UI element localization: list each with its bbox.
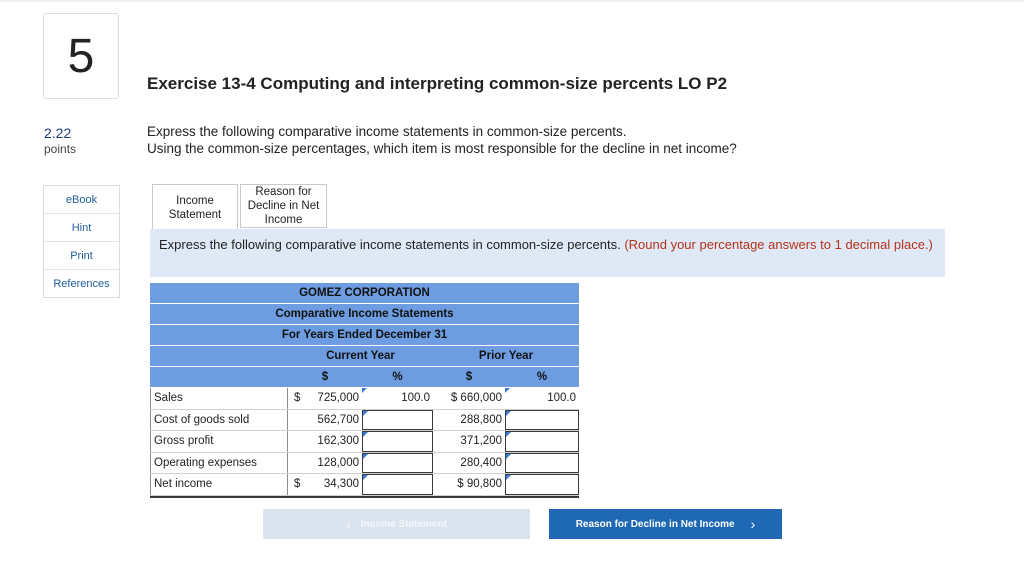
top-divider: [0, 0, 1024, 2]
prompt-line-2: Using the common-size percentages, which item is most responsible for the decline in net income?: [147, 141, 737, 156]
input-marker-icon: [363, 432, 368, 437]
current-percent-input[interactable]: [362, 474, 433, 495]
current-percent-cell: [362, 388, 433, 409]
row-label: Net income: [150, 474, 288, 495]
input-marker-icon: [362, 388, 367, 393]
current-percent-input[interactable]: [362, 410, 433, 431]
tab-reason-for-decline[interactable]: [240, 184, 327, 228]
row-label: Sales: [150, 388, 288, 409]
prior-amount: 280,400: [460, 456, 502, 469]
sidebar-item-references[interactable]: References: [53, 277, 110, 290]
dollar-sign: $: [294, 478, 301, 491]
resource-sidebar: [43, 185, 120, 298]
current-percent-input[interactable]: [362, 431, 433, 452]
prior-percent-header: %: [536, 371, 548, 383]
rounding-note: (Round your percentage answers to 1 decimal place.): [624, 237, 933, 252]
table-bottom-rule: [150, 496, 579, 498]
current-amount: [288, 474, 362, 495]
prior-amount: 288,800: [460, 413, 502, 426]
row-label: Gross profit: [150, 431, 288, 452]
tab-label-line: Income: [176, 194, 214, 207]
current-percent-header: %: [392, 371, 403, 383]
next-tab-button[interactable]: [549, 509, 782, 539]
amount-value: 725,000: [317, 392, 359, 405]
blank-header: [150, 367, 288, 387]
table-year-header: [150, 346, 579, 367]
table-period: For Years Ended December 31: [150, 325, 579, 346]
table-row-cost-of-goods-sold: [150, 410, 579, 432]
prior-amount: $ 660,000: [450, 392, 502, 405]
table-row-gross-profit: [150, 431, 579, 453]
current-year-header: Current Year: [326, 350, 395, 362]
sidebar-item-print[interactable]: Print: [44, 242, 119, 270]
prior-dollar-header: $: [465, 371, 473, 383]
prior-percent-cell: [505, 388, 579, 409]
input-marker-icon: [506, 432, 511, 437]
prior-percent-input[interactable]: [505, 410, 579, 431]
exercise-title: Exercise 13-4 Computing and interpreting common-size percents LO P2: [147, 74, 728, 93]
points-label: points: [44, 142, 77, 156]
table-unit-header: [150, 367, 579, 388]
prior-amount: 371,200: [460, 435, 502, 448]
current-amount: [288, 431, 362, 452]
chevron-right-icon: ›: [750, 516, 756, 532]
points-info: [44, 125, 76, 157]
tab-label-line: Reason for: [255, 186, 312, 198]
row-label: Operating expenses: [150, 453, 288, 474]
points-value: 2.22: [44, 125, 72, 141]
prior-percent-input[interactable]: [505, 453, 579, 474]
prev-tab-button[interactable]: [263, 509, 530, 539]
input-marker-icon: [506, 411, 511, 416]
current-percent-input[interactable]: [362, 453, 433, 474]
percent-value: 100.0: [401, 392, 430, 405]
amount-value: 128,000: [317, 456, 359, 469]
current-amount: [288, 453, 362, 474]
tab-label-line: Decline in Net: [247, 200, 320, 212]
prior-percent-input[interactable]: [505, 474, 579, 495]
current-amount: [288, 410, 362, 431]
chevron-left-icon: ‹: [346, 516, 351, 532]
amount-value: 34,300: [323, 478, 359, 491]
row-label: Cost of goods sold: [150, 410, 288, 431]
input-marker-icon: [363, 454, 368, 459]
prior-year-header: Prior Year: [478, 350, 534, 362]
sidebar-item-ebook[interactable]: eBook: [44, 186, 119, 214]
input-marker-icon: [363, 475, 368, 480]
table-row-net-income: [150, 474, 579, 496]
table-company: GOMEZ CORPORATION: [150, 283, 579, 304]
prior-amount: $ 90,800: [457, 478, 502, 491]
percent-value: 100.0: [547, 392, 576, 405]
amount-value: 162,300: [317, 435, 359, 448]
input-marker-icon: [363, 411, 368, 416]
prev-button-label: Income Statement: [360, 518, 447, 530]
sidebar-item-hint[interactable]: Hint: [44, 214, 119, 242]
tab-label-line: Income: [264, 214, 303, 226]
input-marker-icon: [505, 388, 510, 393]
prior-percent-input[interactable]: [505, 431, 579, 452]
input-marker-icon: [506, 454, 511, 459]
blank-header: [150, 346, 288, 366]
question-number: 5: [43, 13, 119, 99]
table-row-operating-expenses: [150, 453, 579, 475]
amount-value: 562,700: [317, 413, 359, 426]
current-dollar-header: $: [321, 371, 329, 383]
input-marker-icon: [506, 475, 511, 480]
tab-label-line: Statement: [168, 208, 222, 221]
next-button-label: Reason for Decline in Net Income: [575, 518, 735, 530]
tab-income-statement[interactable]: [152, 184, 238, 230]
instruction-band: [150, 229, 945, 277]
exercise-prompt: [147, 123, 737, 157]
table-statement-title: Comparative Income Statements: [150, 304, 579, 325]
instruction-text: Express the following comparative income statements in common-size percents.: [159, 237, 621, 252]
table-row-sales: [150, 388, 579, 410]
prompt-line-1: Express the following comparative income statements in common-size percents.: [147, 124, 627, 139]
income-statement-table: [150, 283, 579, 498]
dollar-sign: $: [294, 392, 301, 405]
current-amount: [288, 388, 362, 409]
